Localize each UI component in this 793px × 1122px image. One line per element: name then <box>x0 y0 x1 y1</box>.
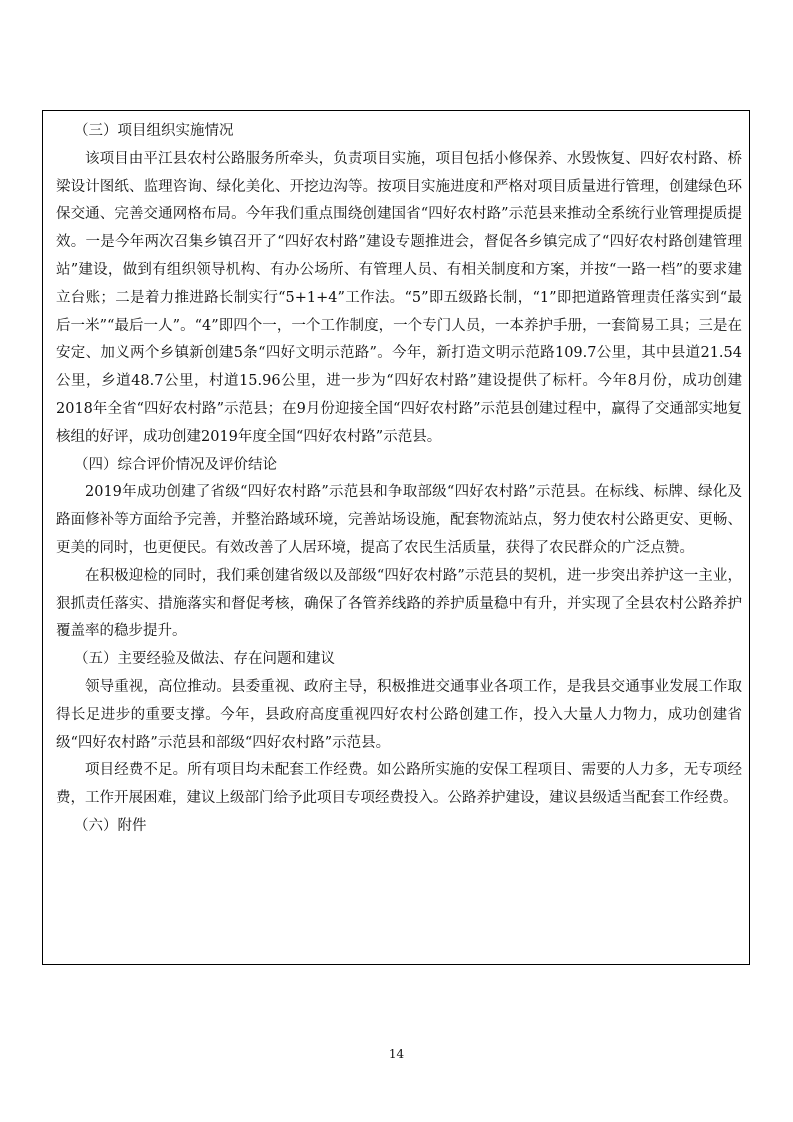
section-heading-5: （五）主要经验及做法、存在问题和建议 <box>74 651 335 668</box>
section-heading-4: （四）综合评价情况及评价结论 <box>74 456 277 473</box>
section-4-paragraph-1: 2019年成功创建了省级“四好农村路”示范县和争取部级“四好农村路”示范县。在标线、标牌、绿化及路面修补等方面给予完善，并整治路域环境，完善站场设施，配套物流站点，努力使农村公路更安、更畅、更美的同时，也更便民。有效改善了人居环境，提高了农民生活质量，获得了农民群众的广泛点赞。 <box>56 484 742 556</box>
page-number: 14 <box>388 1047 405 1061</box>
document-body <box>56 118 744 841</box>
section-5-paragraph-1: 领导重视，高位推动。县委重视、政府主导，积极推进交通事业各项工作，是我县交通事业发展工作取得长足进步的重要支撑。今年，县政府高度重视四好农村公路创建工作，投入大量人力物力，成功创建省级“四好农村路”示范县和部级“四好农村路”示范县。 <box>56 678 742 751</box>
section-5-paragraph-2: 项目经费不足。所有项目均未配套工作经费。如公路所实施的安保工程项目、需要的人力多，无专项经费，工作开展困难，建议上级部门给予此项目专项经费投入。公路养护建设，建议县级适当配套工作经费。 <box>56 762 742 807</box>
section-heading-3: （三）项目组织实施情况 <box>74 123 234 139</box>
section-4-paragraph-2: 在积极迎检的同时，我们乘创建省级以及部级“四好农村路”示范县的契机，进一步突出养护这一主业，狠抓责任落实、措施落实和督促考核，确保了各管养线路的养护质量稳中有升，并实现了全县农村公路养护覆盖率的稳步提升。 <box>56 567 742 640</box>
section-3-paragraph-1: 该项目由平江县农村公路服务所牵头，负责项目实施，项目包括小修保养、水毁恢复、四好农村路、桥梁设计图纸、监理咨询、绿化美化、开挖边沟等。按项目实施进度和严格对项目质量进行管理，创建绿色环保交通、完善交通网格布局。今年我们重点围绕创建国省“四好农村路”示范县来推动全系统行业管理提质提效。一是今年两次召集乡镇召开了“四好农村路”建设专题推进会，督促各乡镇完成了“四好农村路创建管理站”建设，做到有组织领导机构、有办公场所、有管理人员、有相关制度和方案，并按“一路一档”的要求建立台账；二是着力推进路长制实行“5+1+4”工作法。“5”即五级路长制，“1”即把道路管理责任落实到“最后一米”“最后一人”。“4”即四个一，一个工作制度，一个专门人员，一本养护手册，一套简易工具；三是在安定、加义两个乡镇新创建5条“四好文明示范路”。今年，新打造文明示范路109.7公里，其中县道21.54公里，乡道48.7公里，村道15.96公里，进一步为“四好农村路”建设提供了标杆。今年8月份，成功创建2018年全省“四好农村路”示范县；在9月份迎接全国“四好农村路”示范县创建过程中，赢得了交通部实地复核组的好评，成功创建2019年度全国“四好农村路”示范县。 <box>56 150 742 445</box>
section-heading-6: （六）附件 <box>74 817 147 834</box>
